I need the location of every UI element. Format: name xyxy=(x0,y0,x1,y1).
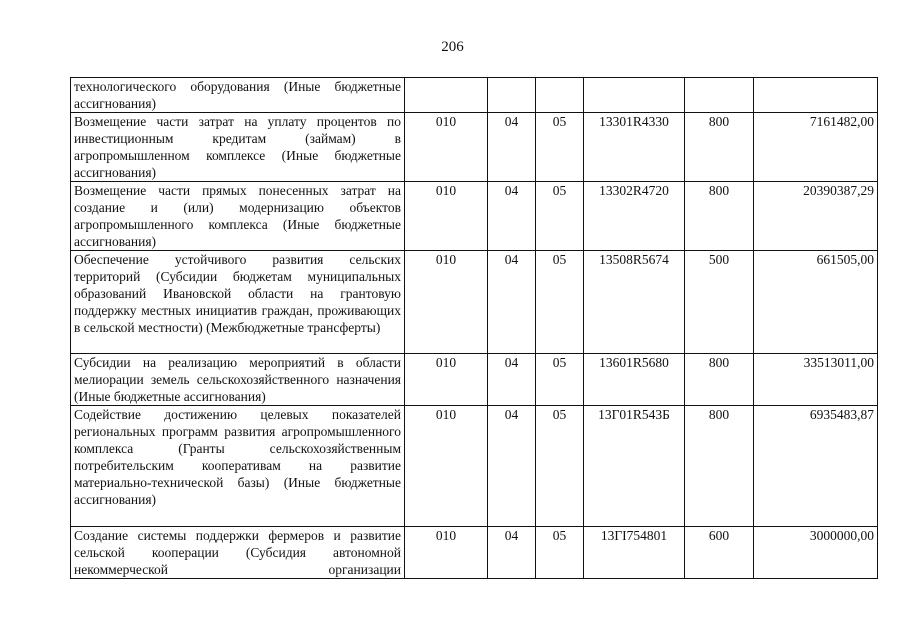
cell-pr: 05 xyxy=(536,354,584,406)
cell-pr: 05 xyxy=(536,527,584,579)
cell-rz: 04 xyxy=(488,354,536,406)
cell-pr: 05 xyxy=(536,406,584,527)
cell-amount: 6935483,87 xyxy=(754,406,878,527)
row-description: Создание системы поддержки фермеров и развитие сельской кооперации (Субсидия автономной некоммерческой организации xyxy=(71,527,405,579)
cell-pr: 05 xyxy=(536,182,584,251)
cell-rz: 04 xyxy=(488,182,536,251)
cell-gr: 010 xyxy=(405,182,488,251)
page-number: 206 xyxy=(441,39,464,55)
cell-vr: 800 xyxy=(685,113,754,182)
cell-rz: 04 xyxy=(488,406,536,527)
cell-gr: 010 xyxy=(405,406,488,527)
cell-amount xyxy=(754,78,878,113)
table-row xyxy=(71,354,878,406)
cell-pr xyxy=(536,78,584,113)
cell-amount: 661505,00 xyxy=(754,251,878,354)
cell-csr: 13ГI754801 xyxy=(584,527,685,579)
cell-gr: 010 xyxy=(405,354,488,406)
row-description: Обеспечение устойчивого развития сельских территорий (Субсидии бюджетам муниципальных образований Ивановской области на грантовую поддержку местных инициатив граждан, проживающих в сельской местности) (Межбюджетные трансферты) xyxy=(71,251,405,354)
cell-vr: 800 xyxy=(685,406,754,527)
row-description: Содействие достижению целевых показателей региональных программ развития агропромышленного комплекса (Гранты сельскохозяйственным потребительским кооперативам на развитие материально-технической базы) (Иные бюджетные ассигнования) xyxy=(71,406,405,527)
table-row xyxy=(71,182,878,251)
table-row xyxy=(71,406,878,527)
cell-gr xyxy=(405,78,488,113)
cell-csr: 13508R5674 xyxy=(584,251,685,354)
table-row xyxy=(71,527,878,579)
cell-vr xyxy=(685,78,754,113)
cell-gr: 010 xyxy=(405,251,488,354)
cell-rz xyxy=(488,78,536,113)
cell-rz: 04 xyxy=(488,113,536,182)
table-row xyxy=(71,113,878,182)
cell-amount: 3000000,00 xyxy=(754,527,878,579)
row-description: Субсидии на реализацию мероприятий в области мелиорации земель сельскохозяйственного назначения (Иные бюджетные ассигнования) xyxy=(71,354,405,406)
cell-gr: 010 xyxy=(405,527,488,579)
row-description: Возмещение части затрат на уплату процентов по инвестиционным кредитам (займам) в агропромышленном комплексе (Иные бюджетные ассигнования) xyxy=(71,113,405,182)
cell-csr: 13Г01R543Б xyxy=(584,406,685,527)
cell-csr: 13302R4720 xyxy=(584,182,685,251)
cell-vr: 800 xyxy=(685,354,754,406)
table-body xyxy=(71,78,878,579)
cell-pr: 05 xyxy=(536,113,584,182)
budget-table xyxy=(70,77,878,579)
cell-gr: 010 xyxy=(405,113,488,182)
cell-csr: 13601R5680 xyxy=(584,354,685,406)
row-description: технологического оборудования (Иные бюджетные ассигнования) xyxy=(71,78,405,113)
row-description: Возмещение части прямых понесенных затрат на создание и (или) модернизацию объектов агропромышленного комплекса (Иные бюджетные ассигнования) xyxy=(71,182,405,251)
cell-amount: 7161482,00 xyxy=(754,113,878,182)
cell-pr: 05 xyxy=(536,251,584,354)
table-row xyxy=(71,78,878,113)
cell-csr: 13301R4330 xyxy=(584,113,685,182)
cell-rz: 04 xyxy=(488,251,536,354)
cell-amount: 33513011,00 xyxy=(754,354,878,406)
cell-vr: 800 xyxy=(685,182,754,251)
cell-vr: 500 xyxy=(685,251,754,354)
table-row xyxy=(71,251,878,354)
cell-csr xyxy=(584,78,685,113)
cell-amount: 20390387,29 xyxy=(754,182,878,251)
cell-rz: 04 xyxy=(488,527,536,579)
cell-vr: 600 xyxy=(685,527,754,579)
